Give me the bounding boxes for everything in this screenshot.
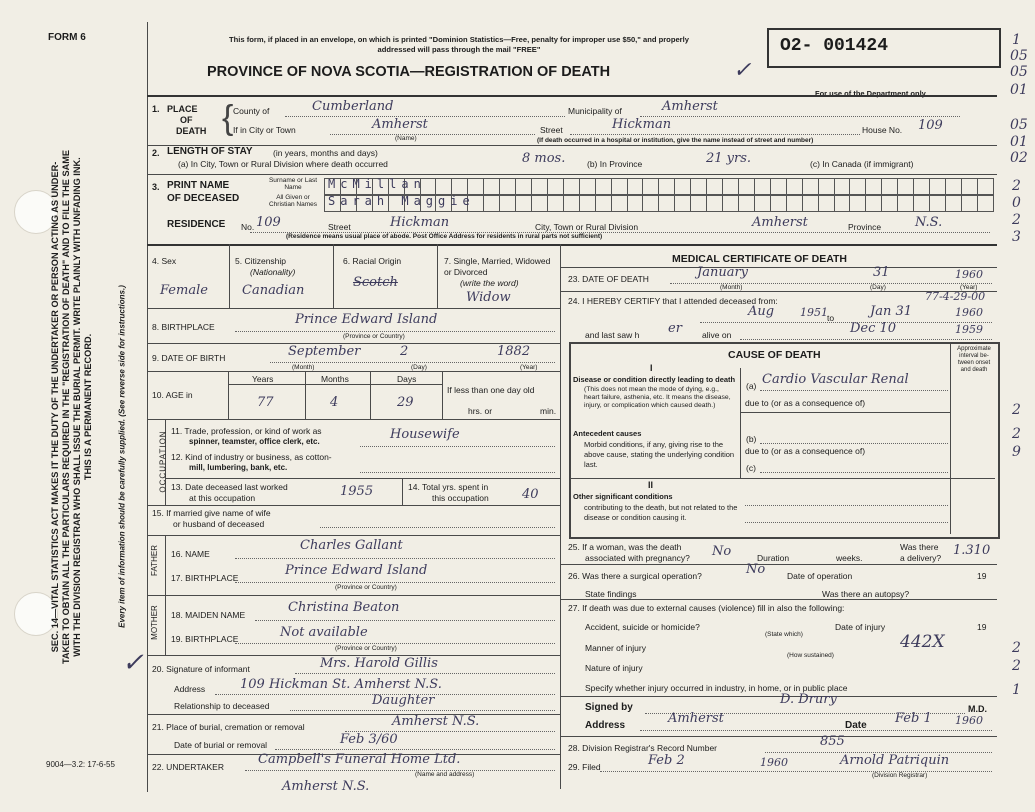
duration-label: Duration xyxy=(757,553,790,563)
margin-code-14: 2 xyxy=(1012,640,1021,656)
s27-divider xyxy=(560,696,997,697)
father-divider xyxy=(147,595,560,596)
specify-label: Specify whether injury occurred in industry, in home, or in public place xyxy=(585,683,848,693)
s22-label: 22. UNDERTAKER xyxy=(152,762,224,772)
s15-line xyxy=(320,527,555,528)
s19-label: 19. BIRTHPLACE xyxy=(171,634,239,644)
s13-sep xyxy=(402,478,403,505)
house-value: 109 xyxy=(918,118,943,133)
s9-line xyxy=(270,362,555,363)
street-value: Hickman xyxy=(612,117,672,132)
s29-registrar: Arnold Patriquin xyxy=(840,753,950,768)
s12-line xyxy=(360,472,555,473)
s23-line xyxy=(670,283,992,284)
s23-dsub: (Day) xyxy=(870,284,886,291)
margin-code-7: 2 xyxy=(1012,178,1021,194)
part2-divider xyxy=(570,478,995,479)
s8-line xyxy=(235,331,555,332)
last-seen-check: er xyxy=(668,321,682,336)
residence-street-label: Street xyxy=(328,222,351,232)
given-value: Sarah Maggie xyxy=(328,194,475,208)
s3-num: 3. xyxy=(152,182,160,192)
s10-sep1 xyxy=(228,371,229,419)
header-divider xyxy=(147,95,997,97)
residence-label: RESIDENCE xyxy=(167,219,226,230)
margin-code-16: 1 xyxy=(1012,682,1021,698)
address-value: Amherst xyxy=(668,711,724,726)
s8-value: Prince Edward Island xyxy=(295,312,438,327)
cause-a-line xyxy=(760,390,948,391)
county-label: County of xyxy=(233,106,270,116)
s10-sep4 xyxy=(442,371,443,419)
form-left-border xyxy=(147,22,148,792)
last-seen-label: and last saw h xyxy=(585,330,640,340)
s13-label: 13. Date deceased last worked xyxy=(171,482,288,492)
s24-from-yr: 1951 xyxy=(800,306,828,319)
s7-sub: (write the word) xyxy=(460,278,519,288)
s5-sub: (Nationality) xyxy=(250,267,296,277)
nature-label: Nature of injury xyxy=(585,663,643,673)
med-title-line xyxy=(560,267,997,268)
cause-a-value: Cardio Vascular Renal xyxy=(762,372,909,387)
s17-line xyxy=(235,582,555,583)
s23-label: 23. DATE OF DEATH xyxy=(568,274,649,284)
s7-value: Widow xyxy=(466,290,511,305)
dept-use-label: For use of the Department only xyxy=(815,89,926,98)
signed-label: Signed by xyxy=(585,702,633,713)
margin-code-13: 9 xyxy=(1012,444,1021,460)
s9-dsub: (Day) xyxy=(411,364,427,371)
surname-value: McMillan xyxy=(328,177,426,191)
residence-no: 109 xyxy=(256,215,281,230)
s9-ysub: (Year) xyxy=(520,364,538,371)
margin-code-5: 01 xyxy=(1010,134,1028,150)
s29-line xyxy=(600,771,992,772)
cause-label-sep xyxy=(740,368,741,478)
s22-sub: (Name and address) xyxy=(415,771,475,778)
s12-divider xyxy=(165,478,560,479)
last-seen-label2: alive on xyxy=(702,330,732,340)
s20-label: 20. Signature of informant xyxy=(152,664,250,674)
s6-label: 6. Racial Origin xyxy=(343,256,402,266)
s2-b-label: (b) In Province xyxy=(587,159,643,169)
s2-a-label: (a) In City, Town or Rural Division where death occurred xyxy=(178,159,388,169)
months-value: 4 xyxy=(330,395,339,410)
s26-value: No xyxy=(746,562,766,577)
s11-label: 11. Trade, profession, or kind of work as xyxy=(171,426,322,436)
s22-line xyxy=(245,770,555,771)
s29-value: Feb 2 xyxy=(648,753,685,768)
s7-label: 7. Single, Married, Widowed or Divorced xyxy=(444,256,551,277)
s11-sub: spinner, teamster, office clerk, etc. xyxy=(189,437,320,446)
s3-label1: PRINT NAME xyxy=(167,180,230,191)
min-label: min. xyxy=(540,406,557,416)
record-number: O2- 001424 xyxy=(780,36,889,56)
state-which: (State which) xyxy=(765,631,803,638)
s7-divider xyxy=(147,308,560,309)
s4-sep xyxy=(229,244,230,308)
s6-sep xyxy=(437,244,438,308)
op-yr-label: 19 xyxy=(977,571,987,581)
margin-check-mark: ✓ xyxy=(122,648,144,678)
delivery-label: Was there xyxy=(900,542,939,552)
margin-code-11: 2 xyxy=(1012,402,1021,418)
side-instructions: SEC. 14—VITAL STATISTICS ACT MAKES IT THE DUTY OF THE UNDERTAKER OR PERSON ACTING AS UNDER-TAKER TO OBTAIN ALL THE PARTICULARS REQUIRED IN THE "REGISTRATION OF DEATH" AND TO FILE THE SAME WITH THE DIVISION REGISTRAR WHO SHALL ISSUE THE BURIAL PERMIT. WRITE PLAINLY WITH UNFADING INK. THIS IS A PERMANENT RECORD. xyxy=(50,149,93,665)
s1-brace: { xyxy=(222,99,234,137)
s15-divider xyxy=(147,535,560,536)
muni-line xyxy=(640,116,960,117)
residence-no-label: No. xyxy=(241,222,255,232)
other-note: contributing to the death, but not related to the disease or condition causing it. xyxy=(584,503,738,522)
s1-divider xyxy=(147,145,997,146)
occupation-label: OCCUPATION xyxy=(158,430,168,493)
s28-value: 855 xyxy=(820,734,845,749)
s1-note: (If death occurred in a hospital or institution, give the name instead of street and number) xyxy=(537,137,814,144)
house-label: House No. xyxy=(862,125,903,135)
s8-sub: (Province or Country) xyxy=(343,333,405,340)
margin-code-6: 02 xyxy=(1010,150,1028,166)
s19-sub: (Province or Country) xyxy=(335,645,397,652)
s9-month: September xyxy=(288,344,361,359)
street-line xyxy=(570,134,860,135)
city-sub: (Name) xyxy=(395,135,417,142)
s26-label: 26. Was there a surgical operation? xyxy=(568,571,702,581)
manner-code: 442X xyxy=(900,632,945,652)
s2-divider xyxy=(147,174,997,175)
s9-msub: (Month) xyxy=(292,364,315,371)
cause-b-due: due to (or as a consequence of) xyxy=(745,446,866,456)
s9-label: 9. DATE OF BIRTH xyxy=(152,353,226,363)
margin-code-9: 2 xyxy=(1012,212,1021,228)
years-value: 77 xyxy=(257,395,274,410)
s12-sub: mill, lumbering, bank, etc. xyxy=(189,463,288,472)
s29-label: 29. Filed xyxy=(568,762,601,772)
date-value: Feb 1 xyxy=(895,711,932,726)
s20-rel: Daughter xyxy=(372,693,435,708)
s1-num: 1. xyxy=(152,104,160,114)
s10-hdr-line xyxy=(228,384,442,385)
part1: I xyxy=(650,363,653,373)
s1-label3: DEATH xyxy=(176,126,207,136)
s2-b-value: 21 yrs. xyxy=(706,151,752,166)
s15-sub: or husband of deceased xyxy=(173,519,265,529)
state-findings: State findings xyxy=(585,589,637,599)
footer-code: 9004—3.2: 17-6-55 xyxy=(46,760,115,769)
s24-to-label: to xyxy=(827,313,835,323)
margin-code-15: 2 xyxy=(1012,658,1021,674)
other-line2 xyxy=(745,522,948,523)
s23-month: January xyxy=(697,265,749,280)
s20-rel-line xyxy=(290,710,555,711)
address-label: Address xyxy=(585,720,626,731)
residence-city: Amherst xyxy=(752,215,808,230)
s10-label: 10. AGE in xyxy=(152,390,193,400)
s6-value: Scotch xyxy=(353,275,398,290)
years-label: Years xyxy=(252,374,274,384)
s25-label: 25. If a woman, was the death xyxy=(568,542,682,552)
cause-title: CAUSE OF DEATH xyxy=(728,349,821,361)
md-label: M.D. xyxy=(968,704,987,714)
last-seen-line xyxy=(740,339,992,340)
s17-label: 17. BIRTHPLACE xyxy=(171,573,239,583)
interval-sep xyxy=(950,344,951,534)
delivery-value: 1.310 xyxy=(953,543,991,558)
med-title: MEDICAL CERTIFICATE OF DEATH xyxy=(672,253,847,265)
s18-line xyxy=(255,620,555,621)
s1-label1: PLACE xyxy=(167,104,198,114)
s13-sub: at this occupation xyxy=(189,493,256,503)
residence-prov: N.S. xyxy=(915,215,943,230)
form-id: FORM 6 xyxy=(48,32,86,43)
s20-addr: 109 Hickman St. Amherst N.S. xyxy=(240,677,442,692)
s17-value: Prince Edward Island xyxy=(285,563,428,578)
s2-a-value: 8 mos. xyxy=(522,151,566,166)
s20-addr-label: Address xyxy=(174,684,206,694)
s14-value: 40 xyxy=(522,487,539,502)
cause-b-label: (b) xyxy=(746,434,757,444)
s21-label: 21. Place of burial, cremation or removal xyxy=(152,722,305,732)
s21-date-label: Date of burial or removal xyxy=(174,740,268,750)
s10-sep2 xyxy=(305,371,306,419)
months-label: Months xyxy=(321,374,349,384)
other-label: Other significant conditions xyxy=(573,492,673,501)
muni-value: Amherst xyxy=(662,99,718,114)
s10-sep3 xyxy=(370,371,371,419)
interval-hdr: Approximate interval be-tween onset and death xyxy=(957,346,991,373)
s14-label: 14. Total yrs. spent in xyxy=(408,482,489,492)
s21-date: Feb 3/60 xyxy=(340,732,398,747)
s24-line xyxy=(700,322,992,323)
s19-value: Not available xyxy=(280,625,368,640)
s14-sub: this occupation xyxy=(432,493,489,503)
s20-rel-label: Relationship to deceased xyxy=(174,701,270,711)
check-mark: ✓ xyxy=(733,58,752,83)
s19-line xyxy=(235,643,555,644)
signed-value: D. Drury xyxy=(780,692,837,707)
days-label: Days xyxy=(397,374,417,384)
cause-c-label: (c) xyxy=(746,463,756,473)
s16-line xyxy=(235,558,555,559)
s3-label2: OF DECEASED xyxy=(167,193,240,204)
s23-ysub: (Year) xyxy=(960,284,978,291)
side-instructions-2: Every item of information should be carefully supplied. (See reverse side for instructions.) xyxy=(117,285,127,628)
s21-value: Amherst N.S. xyxy=(392,714,480,729)
s2-c-label: (c) In Canada (if immigrant) xyxy=(810,159,914,169)
s24-to-yr: 1960 xyxy=(955,306,983,319)
s28-label: 28. Division Registrar's Record Number xyxy=(568,743,718,753)
postal-notice: This form, if placed in an envelope, on which is printed "Dominion Statistics—Free, penalty for improper use $50," and properly addressed will pass through the mail "FREE" xyxy=(229,35,689,54)
disease-note: (This does not mean the mode of dying, e.g., heart failure, asthenia, etc. It means the disease, injury, or complication which caused death.) xyxy=(584,386,731,409)
occ-divider xyxy=(147,505,560,506)
street-label: Street xyxy=(540,125,563,135)
signed-divider xyxy=(560,736,997,737)
surname-label: Surname or Last Name xyxy=(268,177,318,191)
cause-c-line xyxy=(760,472,948,473)
s18-label: 18. MAIDEN NAME xyxy=(171,610,246,620)
s22-value2: Amherst N.S. xyxy=(282,779,370,794)
s11-value: Housewife xyxy=(390,427,460,442)
s20-line xyxy=(295,673,555,674)
cause-a-divider xyxy=(740,412,950,413)
days-value: 29 xyxy=(397,395,414,410)
s3-divider xyxy=(147,244,997,246)
op-date-label: Date of operation xyxy=(787,571,853,581)
page-title: PROVINCE OF NOVA SCOTIA—REGISTRATION OF DEATH xyxy=(207,64,611,80)
s9-year: 1882 xyxy=(497,344,531,359)
accident-label: Accident, suicide or homicide? xyxy=(585,622,700,632)
s16-value: Charles Gallant xyxy=(300,538,403,553)
address-line xyxy=(640,730,992,731)
center-divider xyxy=(560,244,561,789)
residence-prov-label: Province xyxy=(848,222,882,232)
s4-label: 4. Sex xyxy=(152,256,177,266)
s27-label: 27. If death was due to external causes (violence) fill in also the following: xyxy=(568,603,845,613)
weeks-label: weeks. xyxy=(836,553,863,563)
s4-value: Female xyxy=(160,283,208,298)
s23-day: 31 xyxy=(873,265,890,280)
s25-sub: associated with pregnancy? xyxy=(585,553,690,563)
s12-label: 12. Kind of industry or business, as cotton- xyxy=(171,452,332,462)
how-sustained: (How sustained) xyxy=(787,652,834,659)
father-label: FATHER xyxy=(149,545,159,576)
city-label: If in City or Town xyxy=(233,125,296,135)
s9-day: 2 xyxy=(400,344,409,359)
residence-street: Hickman xyxy=(390,215,450,230)
antecedent-note: Morbid conditions, if any, giving rise to the above cause, stating the underlying condition last. xyxy=(584,440,735,469)
s23-year: 1960 xyxy=(955,268,983,281)
hrs-label: hrs. or xyxy=(468,406,493,416)
other-line1 xyxy=(745,505,948,506)
s22-value: Campbell's Funeral Home Ltd. xyxy=(258,752,461,767)
s2-sub: (in years, months and days) xyxy=(273,148,378,158)
s5-value: Canadian xyxy=(242,283,305,298)
s29-sub: (Division Registrar) xyxy=(872,772,928,779)
s10-divider xyxy=(147,419,560,420)
cause-a-label: (a) xyxy=(746,381,757,391)
s23-msub: (Month) xyxy=(720,284,743,291)
s26-divider xyxy=(560,599,997,600)
s25-value: No xyxy=(712,544,732,559)
margin-code-8: 0 xyxy=(1012,195,1021,211)
s24-to: Jan 31 xyxy=(870,304,913,319)
s5-label: 5. Citizenship xyxy=(235,256,287,266)
s25-divider xyxy=(560,564,997,565)
city-value: Amherst xyxy=(372,117,428,132)
s11-line xyxy=(360,446,555,447)
s1-label2: OF xyxy=(180,115,193,125)
s17-sub: (Province or Country) xyxy=(335,584,397,591)
muni-label: Municipality of xyxy=(568,106,622,116)
last-seen-value: Dec 10 xyxy=(850,321,897,336)
given-label: All Given or Christian Names xyxy=(268,194,318,208)
delivery-label2: a delivery? xyxy=(900,553,942,563)
margin-code-2: 05 xyxy=(1010,64,1028,80)
s9-divider xyxy=(147,371,560,372)
margin-code-1: 05 xyxy=(1010,48,1028,64)
s5-sep xyxy=(333,244,334,308)
manner-label: Manner of injury xyxy=(585,643,646,653)
date-yr: 1960 xyxy=(955,714,983,727)
injury-date-label: Date of injury xyxy=(835,622,886,632)
s15-label: 15. If married give name of wife xyxy=(152,508,271,518)
s24-label: 24. I HEREBY CERTIFY that I attended deceased from: xyxy=(568,296,778,306)
margin-code-4: 05 xyxy=(1010,117,1028,133)
residence-note: (Residence means usual place of abode. Post Office Address for residents in rural parts not sufficient) xyxy=(286,233,603,240)
s13-value: 1955 xyxy=(340,484,374,499)
margin-code-3: 01 xyxy=(1010,82,1028,98)
s18-value: Christina Beaton xyxy=(288,600,400,615)
margin-code-12: 2 xyxy=(1012,426,1021,442)
cause-b-line xyxy=(760,443,948,444)
margin-code-0: 1 xyxy=(1012,32,1021,48)
s20-value: Mrs. Harold Gillis xyxy=(320,656,438,671)
antecedent-label: Antecedent causes xyxy=(573,429,642,438)
s24-code: 77-4-29-00 xyxy=(925,290,986,303)
cause-a-due: due to (or as a consequence of) xyxy=(745,398,866,408)
disease-label: Disease or condition directly leading to death xyxy=(573,375,736,384)
city-line xyxy=(330,134,535,135)
part2: II xyxy=(648,480,654,490)
s8-label: 8. BIRTHPLACE xyxy=(152,322,215,332)
last-seen-yr: 1959 xyxy=(955,323,983,336)
margin-code-10: 3 xyxy=(1012,229,1021,245)
s20-divider xyxy=(147,714,560,715)
county-value: Cumberland xyxy=(312,99,394,114)
less-label: If less than one day old xyxy=(447,385,535,395)
s2-num: 2. xyxy=(152,148,160,158)
residence-city-label: City, Town or Rural Division xyxy=(535,222,639,232)
date-label: Date xyxy=(845,720,867,731)
s2-label: LENGTH OF STAY xyxy=(167,146,253,157)
mother-label: MOTHER xyxy=(149,605,159,640)
s29-yr: 1960 xyxy=(760,756,788,769)
s21-date-line xyxy=(275,749,555,750)
autopsy-label: Was there an autopsy? xyxy=(822,589,910,599)
injury-yr-label: 19 xyxy=(977,622,987,632)
s16-label: 16. NAME xyxy=(171,549,210,559)
s24-from: Aug xyxy=(748,304,775,319)
